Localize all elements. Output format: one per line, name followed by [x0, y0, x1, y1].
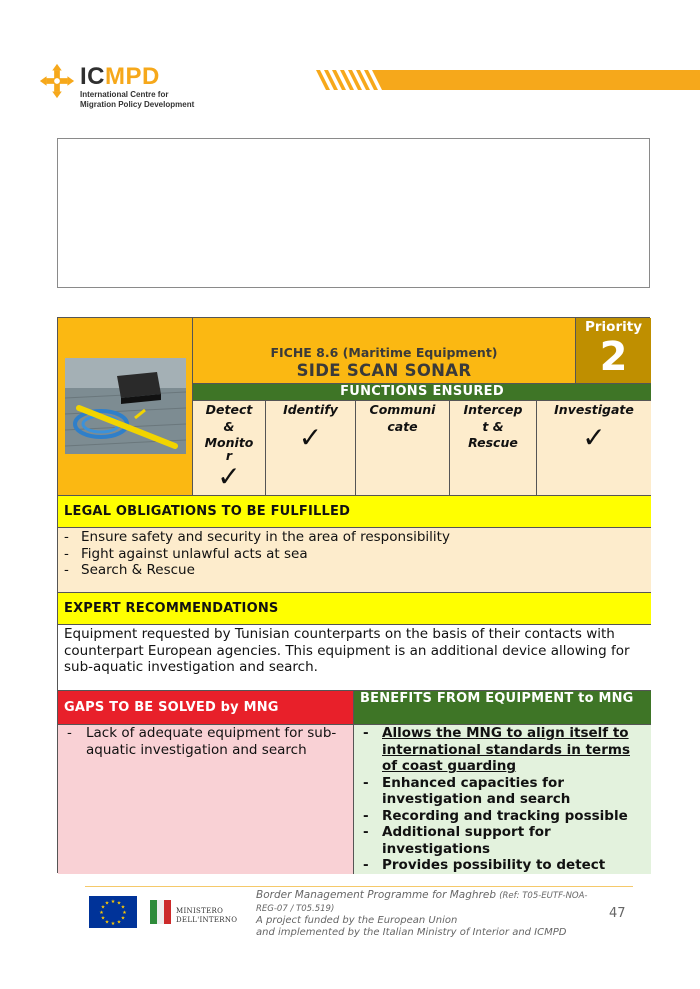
checkmark-icon: ✓ — [298, 420, 323, 454]
legal-obligations-list — [58, 528, 651, 593]
svg-text:★: ★ — [110, 921, 116, 927]
function-label: Communi cate — [369, 402, 436, 434]
equipment-image-cell — [58, 318, 193, 496]
svg-text:★: ★ — [100, 915, 106, 922]
priority-cell — [576, 318, 651, 384]
implementation-line: and implemented by the Italian Ministry of Interior and ICMPD — [256, 926, 567, 938]
list-item: - Additional support for investigations — [360, 824, 645, 857]
programme-reference: (Ref: T05-EUTF-NOA-REG-07 / T05.519) — [256, 891, 588, 914]
fiche-title: SIDE SCAN SONAR — [296, 361, 472, 380]
org-name-line1: International Centre for — [80, 90, 169, 99]
list-item: - Provides possibility to detect — [360, 857, 645, 874]
list-item: - Enhanced capacities for investigation and search — [360, 775, 645, 808]
svg-text:★: ★ — [104, 919, 110, 926]
svg-text:★: ★ — [116, 919, 122, 926]
list-item: - Ensure safety and security in the area of responsibility — [64, 529, 651, 546]
expert-recommendations-header: EXPERT RECOMMENDATIONS — [58, 593, 651, 625]
header-banner-stripes — [316, 70, 700, 90]
italian-ministry-emblem-icon — [148, 898, 174, 926]
footer-text — [256, 890, 606, 938]
list-item: - Lack of adequate equipment for sub-aquatic investigation and search — [64, 725, 347, 758]
fiche-table — [57, 317, 650, 873]
svg-text:★: ★ — [120, 904, 126, 911]
ministry-name: MINISTERO DELL'INTERNO — [176, 907, 238, 924]
list-item: - Fight against unlawful acts at sea — [64, 546, 651, 563]
icmpd-logo-icon — [38, 62, 76, 100]
checkmark-icon: ✓ — [217, 459, 241, 493]
function-label: Intercep t & Rescue — [463, 402, 523, 450]
function-label: Investigate — [554, 402, 634, 417]
svg-text:★: ★ — [120, 915, 126, 922]
expert-recommendations-text: Equipment requested by Tunisian counterparts on the basis of their contacts with counterpart European agencies. This equipment is an additional device allowing for sub-aquatic investigation and search. — [58, 625, 651, 691]
funding-line: A project funded by the European Union — [256, 915, 458, 926]
svg-text:★: ★ — [104, 900, 110, 907]
function-label: Identify — [283, 402, 338, 417]
svg-text:★: ★ — [122, 910, 127, 916]
eu-flag-icon — [89, 896, 137, 928]
programme-name: Border Management Programme for Maghreb — [256, 889, 497, 901]
function-detect-monitor — [193, 401, 266, 496]
function-label: Detect & Monito r — [204, 402, 254, 463]
org-name-line2: Migration Policy Development — [80, 99, 195, 109]
gaps-list — [58, 725, 354, 874]
functions-header: FUNCTIONS ENSURED — [193, 384, 651, 401]
list-item: - Allows the MNG to align itself to international standards in terms of coast guarding — [360, 725, 645, 775]
priority-value: 2 — [599, 334, 628, 380]
footer-divider — [85, 886, 633, 887]
benefits-list — [354, 725, 651, 874]
svg-text:★: ★ — [110, 899, 116, 905]
fiche-title-cell — [193, 318, 576, 384]
gaps-header: GAPS TO BE SOLVED by MNG — [58, 691, 354, 725]
logo-text — [80, 64, 194, 109]
checkmark-icon: ✓ — [582, 420, 606, 454]
svg-text:★: ★ — [99, 910, 104, 916]
list-item: - Recording and tracking possible — [360, 808, 645, 825]
function-investigate — [537, 401, 651, 496]
function-intercept-rescue — [450, 401, 537, 496]
page-number: 47 — [609, 906, 626, 921]
list-item: - Search & Rescue — [64, 562, 651, 579]
benefits-header: BENEFITS FROM EQUIPMENT to MNG — [354, 691, 651, 725]
empty-frame — [57, 138, 650, 288]
function-communicate — [356, 401, 450, 496]
svg-text:★: ★ — [100, 904, 106, 911]
fiche-number: FICHE 8.6 (Maritime Equipment) — [270, 345, 498, 360]
sonar-equipment-photo — [65, 358, 186, 454]
function-identify — [266, 401, 356, 496]
priority-label: Priority — [585, 319, 642, 335]
legal-obligations-header: LEGAL OBLIGATIONS TO BE FULFILLED — [58, 496, 651, 528]
svg-text:★: ★ — [116, 900, 122, 907]
logo-acronym: ICMPD — [80, 63, 160, 90]
